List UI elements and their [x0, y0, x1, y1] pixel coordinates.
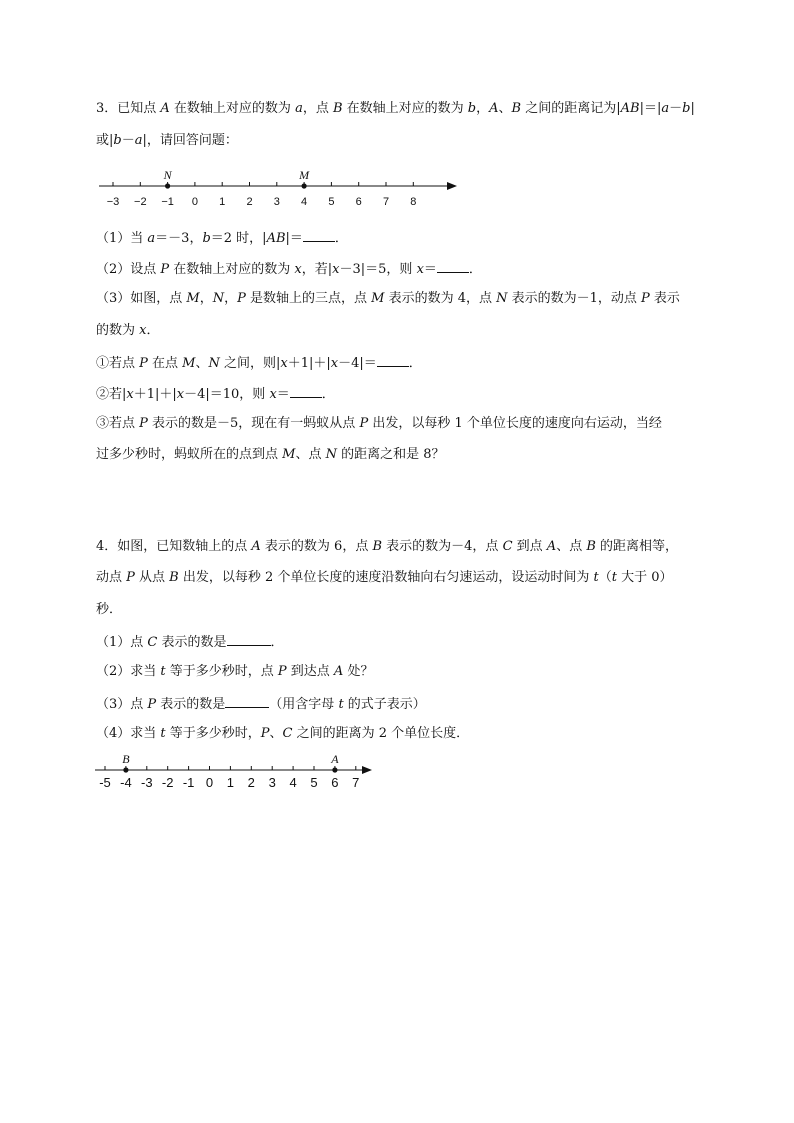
- tick-label: 1: [226, 775, 235, 790]
- tick-label: −1: [161, 196, 174, 208]
- tick-label: 4: [301, 196, 308, 208]
- point-n-label: N: [163, 168, 172, 182]
- q3-stem-line-1: 3．已知点 A 在数轴上对应的数为 a，点 B 在数轴上对应的数为 b，A、B 之间的距离记为|AB|＝|a－b|: [96, 101, 695, 116]
- tick-label: -5: [99, 775, 111, 790]
- tick-label: 6: [355, 196, 362, 208]
- tick-label: 7: [352, 775, 360, 790]
- point-m-label: M: [299, 168, 310, 182]
- tick-label: 0: [205, 775, 214, 790]
- tick-label: 3: [273, 196, 280, 208]
- q3-sub-2: （2）设点 P 在数轴上对应的数为 x，若|x－3|＝5，则 x＝ ．: [96, 259, 716, 279]
- tick-label: -2: [161, 775, 174, 790]
- tick-label: 3: [268, 775, 276, 790]
- tick-label: 2: [247, 775, 255, 790]
- q4-sub-2: （2）求当 t 等于多少秒时，点 P 到达点 A 处？: [96, 664, 374, 679]
- q3-case-3: ③若点 P 表示的数是－5，现在有一蚂蚁从点 P 出发，以每秒 1 个单位长度的速度向右运动，当经: [96, 416, 662, 431]
- q3-case-2: ②若|x＋1|＋|x－4|＝10，则 x＝ ．: [96, 384, 716, 404]
- q4-stem-line-3: 秒．: [96, 602, 123, 617]
- tick-label: -3: [141, 775, 153, 790]
- q3-sub-3-line-2: 的数为 x．: [96, 323, 160, 338]
- tick-label: 2: [246, 196, 253, 208]
- tick-label: 0: [191, 196, 198, 208]
- tick-label: 8: [410, 196, 417, 208]
- point-b-label: B: [122, 752, 130, 766]
- tick-label: −2: [134, 196, 147, 208]
- point-a-dot: [332, 767, 337, 772]
- tick-label: -4: [120, 775, 132, 790]
- tick-label: 5: [310, 775, 318, 790]
- tick-label: −3: [106, 196, 120, 208]
- q4-stem-line-2: 动点 P 从点 B 出发，以每秒 2 个单位长度的速度沿数轴向右匀速运动，设运动时间为 t（t 大于 0）: [96, 570, 673, 585]
- tick-label: 6: [331, 775, 339, 790]
- tick-label: 5: [328, 196, 335, 208]
- tick-label: 7: [382, 196, 390, 208]
- q3-case-1: ①若点 P 在点 M、N 之间，则|x＋1|＋|x－4|＝ ．: [96, 353, 716, 373]
- q4-stem-line-1: 4．如图，已知数轴上的点 A 表示的数为 6，点 B 表示的数为－4，点 C 到点 A、点 B 的距离相等，: [96, 539, 679, 554]
- tick-label: -1: [182, 775, 195, 790]
- q4-sub-4: （4）求当 t 等于多少秒时，P、C 之间的距离为 2 个单位长度．: [96, 726, 470, 741]
- q4-sub-3: （3）点 P 表示的数是 （用含字母 t 的式子表示）: [96, 694, 716, 714]
- point-a-label: A: [331, 752, 339, 766]
- q3-sub-1: （1）当 a＝－3，b＝2 时，|AB|＝ ．: [96, 228, 716, 248]
- tick-label: 4: [289, 775, 297, 790]
- point-b-dot: [123, 767, 128, 772]
- tick-label: 1: [219, 196, 226, 208]
- q3-stem-line-2: 或|b－a|，请回答问题：: [96, 133, 238, 148]
- q4-sub-1: （1）点 C 表示的数是 ．: [96, 632, 716, 652]
- q3-sub-3: （3）如图，点 M，N，P 是数轴上的三点，点 M 表示的数为 4，点 N 表示的数为－1，动点 P 表示: [96, 291, 680, 306]
- axis-arrow: [362, 766, 372, 774]
- q3-case-3-line-2: 过多少秒时，蚂蚁所在的点到点 M、点 N 的距离之和是 8？: [96, 447, 445, 462]
